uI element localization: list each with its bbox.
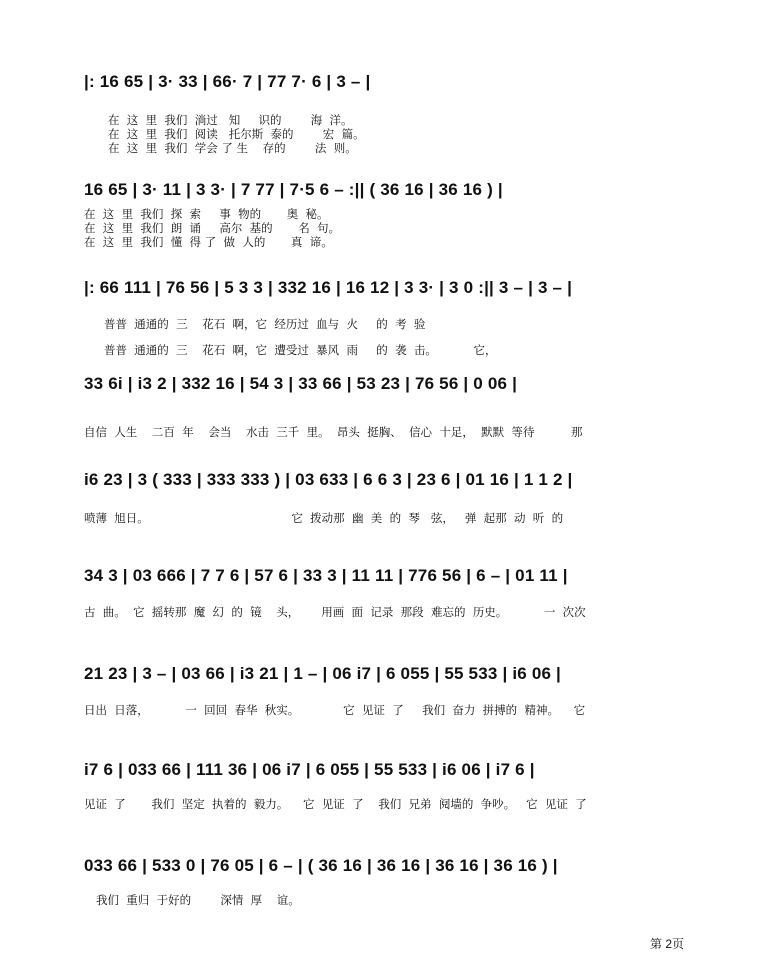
notation-line: |: 66 111 | 76 56 | 5 3 3 | 332 16 | 16 12 | 3 3· | 3 0 :|| 3 – | 3 – | xyxy=(84,278,573,297)
lyric-line: 自信 人生 二百 年 会当 水击 三千 里。 昂头 挺胸、 信心 十足， 默默 等待 那 xyxy=(84,425,583,439)
lyric-line: 喷薄 旭日。 它 拨动那 幽 美 的 琴 弦， 弹 起那 动 听 的 xyxy=(84,511,564,525)
lyric-verse-3: 在 这 里 我们 懂 得 了 做 人的 真 谛。 xyxy=(84,235,333,249)
lyric-line: 日出 日落， 一 回回 春华 秋实。 它 见证 了 我们 奋力 拼搏的 精神。 它 xyxy=(84,703,586,717)
score-system-4 xyxy=(84,374,734,444)
score-system-7 xyxy=(84,664,734,734)
lyric-verse-3: 在 这 里 我们 学会 了 生 存的 法 则。 xyxy=(108,141,357,155)
score-system-6 xyxy=(84,566,734,636)
lyric-verse-2: 在 这 里 我们 朗 诵 高尔 基的 名 句。 xyxy=(84,221,341,235)
page-number: 第 2页 xyxy=(650,937,685,951)
notation-line: 33 6i | i3 2 | 332 16 | 54 3 | 33 66 | 53 23 | 76 56 | 0 06 | xyxy=(84,374,518,393)
notation-line: 34 3 | 03 666 | 7 7 6 | 57 6 | 33 3 | 11 11 | 776 56 | 6 – | 01 11 | xyxy=(84,566,568,585)
lyric-verse-1: 在 这 里 我们 淌过 知 识的 海 洋。 xyxy=(108,113,353,127)
score-system-1 xyxy=(84,72,734,155)
score-system-5 xyxy=(84,470,734,540)
notation-line: 16 65 | 3· 11 | 3 3· | 7 77 | 7·5 6 – :|| ( 36 16 | 36 16 ) | xyxy=(84,180,503,199)
score-system-9 xyxy=(84,856,734,926)
notation-line: |: 16 65 | 3· 33 | 66· 7 | 77 7· 6 | 3 – | xyxy=(84,72,371,91)
lyric-verse-2: 在 这 里 我们 阅读 托尔斯 泰的 宏 篇。 xyxy=(108,127,365,141)
lyric-line: 古 曲。 它 摇转那 魔 幻 的 镜 头， 用画 面 记录 那段 难忘的 历史。 一 次次 xyxy=(84,605,586,619)
notation-line: i6 23 | 3 ( 333 | 333 333 ) | 03 633 | 6 6 3 | 23 6 | 01 16 | 1 1 2 | xyxy=(84,470,573,489)
lyric-verse-1: 普普 通通的 三 花石 啊，它 经历过 血与 火 的 考 验 xyxy=(104,317,426,331)
notation-line: 033 66 | 533 0 | 76 05 | 6 – | ( 36 16 | 36 16 | 36 16 | 36 16 ) | xyxy=(84,856,558,875)
score-system-2 xyxy=(84,180,734,250)
lyric-line: 我们 重归 于好的 深情 厚 谊。 xyxy=(96,893,300,907)
score-system-3 xyxy=(84,278,734,358)
notation-line: i7 6 | 033 66 | 111 36 | 06 i7 | 6 055 | 55 533 | i6 06 | i7 6 | xyxy=(84,760,535,779)
lyric-verse-2: 普普 通通的 三 花石 啊，它 遭受过 暴风 雨 的 袭 击。 它， xyxy=(104,343,497,357)
score-system-8 xyxy=(84,760,734,830)
notation-line: 21 23 | 3 – | 03 66 | i3 21 | 1 – | 06 i7 | 6 055 | 55 533 | i6 06 | xyxy=(84,664,562,683)
lyric-verse-1: 在 这 里 我们 探 索 事 物的 奥 秘。 xyxy=(84,207,329,221)
lyric-line: 见证 了 我们 坚定 执着的 毅力。 它 见证 了 我们 兄弟 阋墙的 争吵。 它 见证 了 xyxy=(84,797,587,811)
